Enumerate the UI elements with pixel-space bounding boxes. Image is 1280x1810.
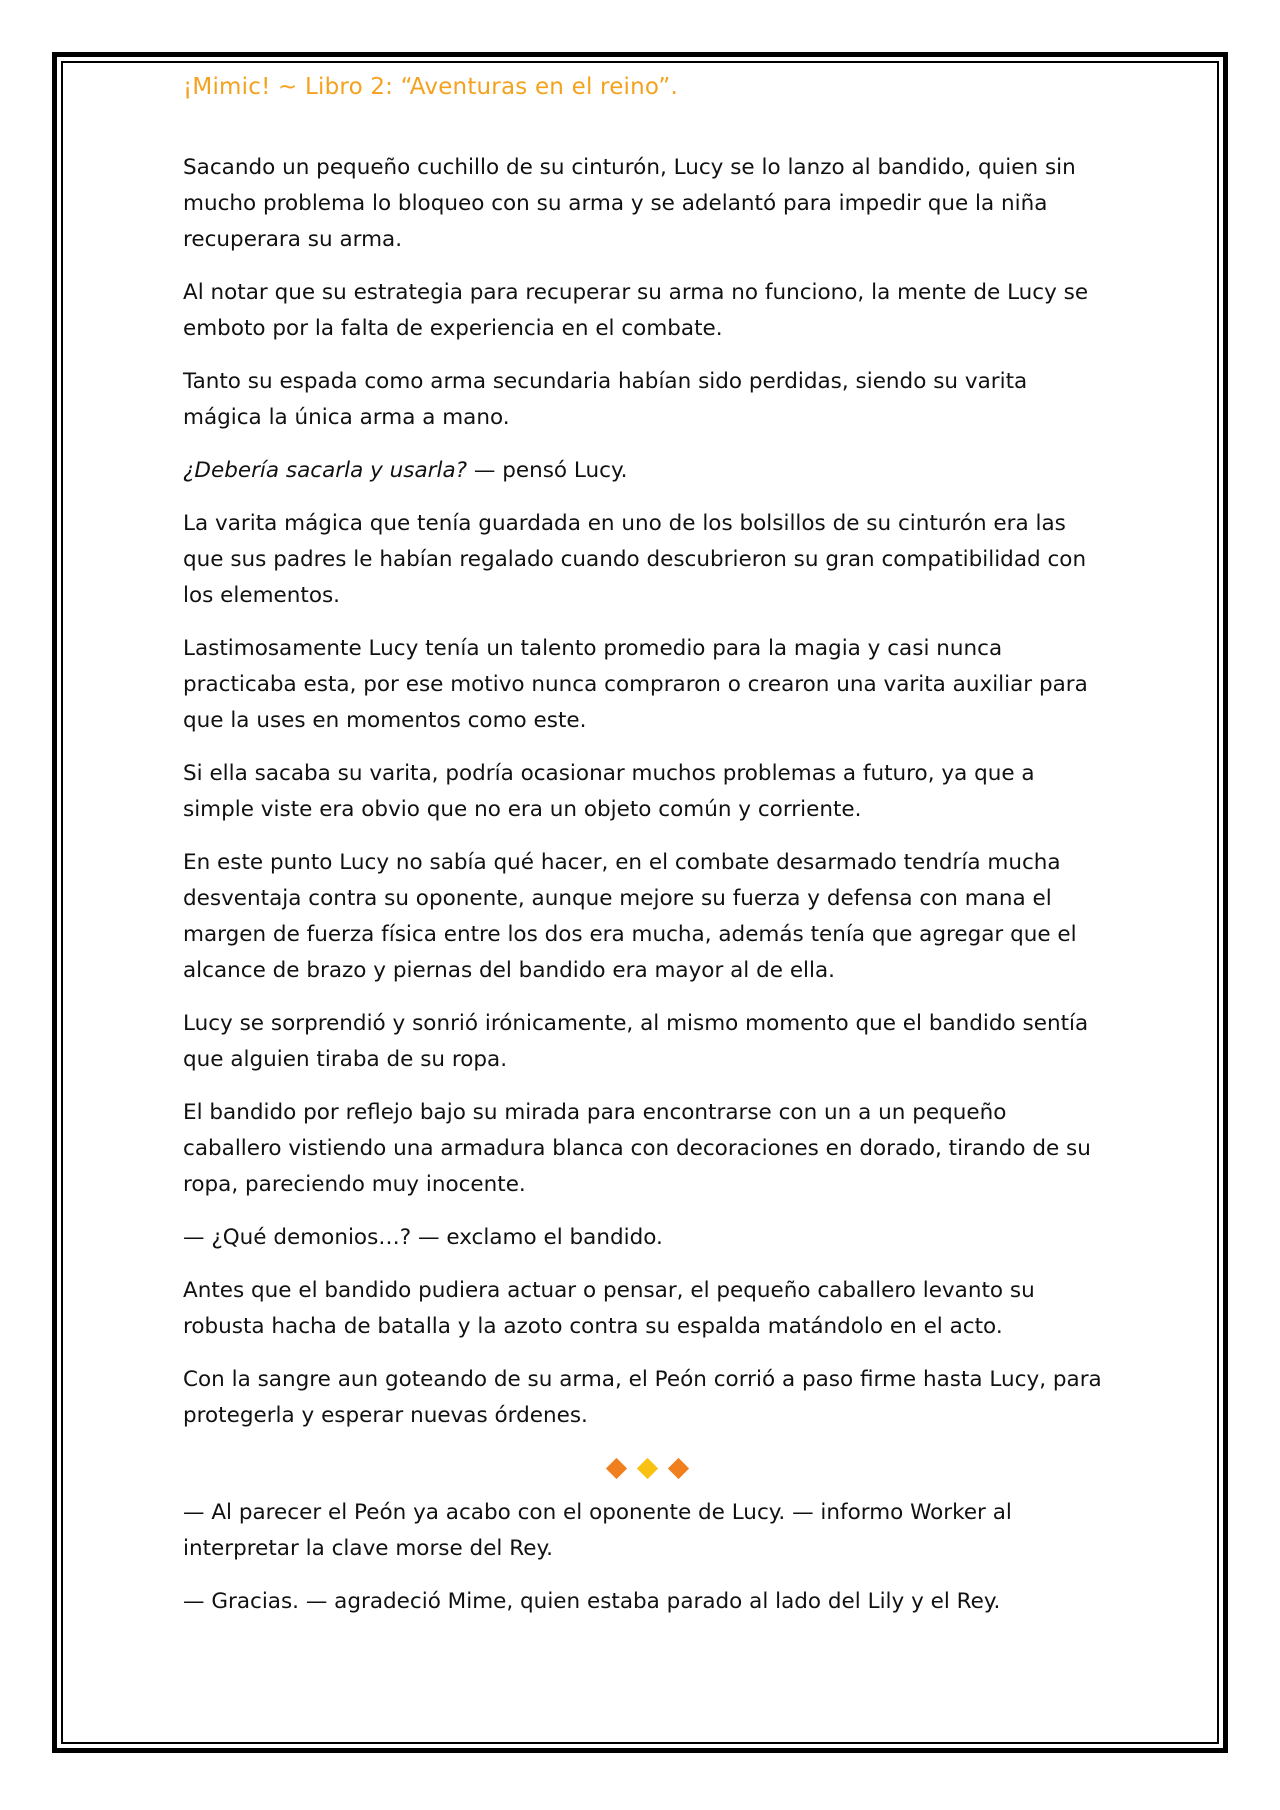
paragraph: Lucy se sorprendió y sonrió irónicamente, al mismo momento que el bandido sentía que alguien tiraba de su ropa.: [183, 1011, 1089, 1072]
paragraph: Con la sangre aun goteando de su arma, el Peón corrió a paso firme hasta Lucy, para protegerla y esperar nuevas órdenes.: [183, 1367, 1102, 1428]
paragraph: En este punto Lucy no sabía qué hacer, en el combate desarmado tendría mucha desventaja contra su oponente, aunque mejore su fuerza y defensa con mana el margen de fuerza física entre los dos era mucha, además tenía que agregar que el alcance de brazo y piernas del bandido era mayor al de ella.: [183, 850, 1077, 983]
diamond-icon: [605, 1457, 626, 1478]
running-header: ¡Mimic! ~ Libro 2: “Aventuras en el reino”.: [183, 74, 678, 100]
thought-attribution: — pensó Lucy.: [467, 458, 628, 483]
paragraph: Sacando un pequeño cuchillo de su cinturón, Lucy se lo lanzo al bandido, quien sin mucho problema lo bloqueo con su arma y se adelantó para impedir que la niña recuperara su arma.: [183, 155, 1076, 252]
paragraph: Tanto su espada como arma secundaria habían sido perdidas, siendo su varita mágica la única arma a mano.: [183, 369, 1028, 430]
paragraph: Antes que el bandido pudiera actuar o pensar, el pequeño caballero levanto su robusta hacha de batalla y la azoto contra su espalda matándolo en el acto.: [183, 1278, 1035, 1339]
paragraph: Al notar que su estrategia para recuperar su arma no funciono, la mente de Lucy se emboto por la falta de experiencia en el combate.: [183, 280, 1089, 341]
paragraph: La varita mágica que tenía guardada en uno de los bolsillos de su cinturón era las que sus padres le habían regalado cuando descubrieron su gran compatibilidad con los elementos.: [183, 511, 1087, 608]
italic-thought: ¿Debería sacarla y usarla?: [183, 458, 468, 483]
diamond-icon: [636, 1457, 657, 1478]
diamond-icon: [667, 1457, 688, 1478]
paragraph: — Al parecer el Peón ya acabo con el oponente de Lucy. — informo Worker al interpretar la clave morse del Rey.: [183, 1500, 1012, 1561]
paragraph: [183, 453, 1111, 489]
paragraph: — ¿Qué demonios…? — exclamo el bandido.: [183, 1225, 663, 1250]
paragraph: Lastimosamente Lucy tenía un talento promedio para la magia y casi nunca practicaba esta, por ese motivo nunca compraron o crearon una varita auxiliar para que la uses en momentos como este.: [183, 636, 1088, 733]
scene-separator: [183, 1451, 1111, 1485]
document-body: [183, 150, 1111, 1637]
paragraph: El bandido por reflejo bajo su mirada para encontrarse con un a un pequeño caballero vistiendo una armadura blanca con decoraciones en dorado, tirando de su ropa, pareciendo muy inocente.: [183, 1100, 1091, 1197]
paragraph: Si ella sacaba su varita, podría ocasionar muchos problemas a futuro, ya que a simple viste era obvio que no era un objeto común y corriente.: [183, 761, 1035, 822]
paragraph: — Gracias. — agradeció Mime, quien estaba parado al lado del Lily y el Rey.: [183, 1589, 1001, 1614]
